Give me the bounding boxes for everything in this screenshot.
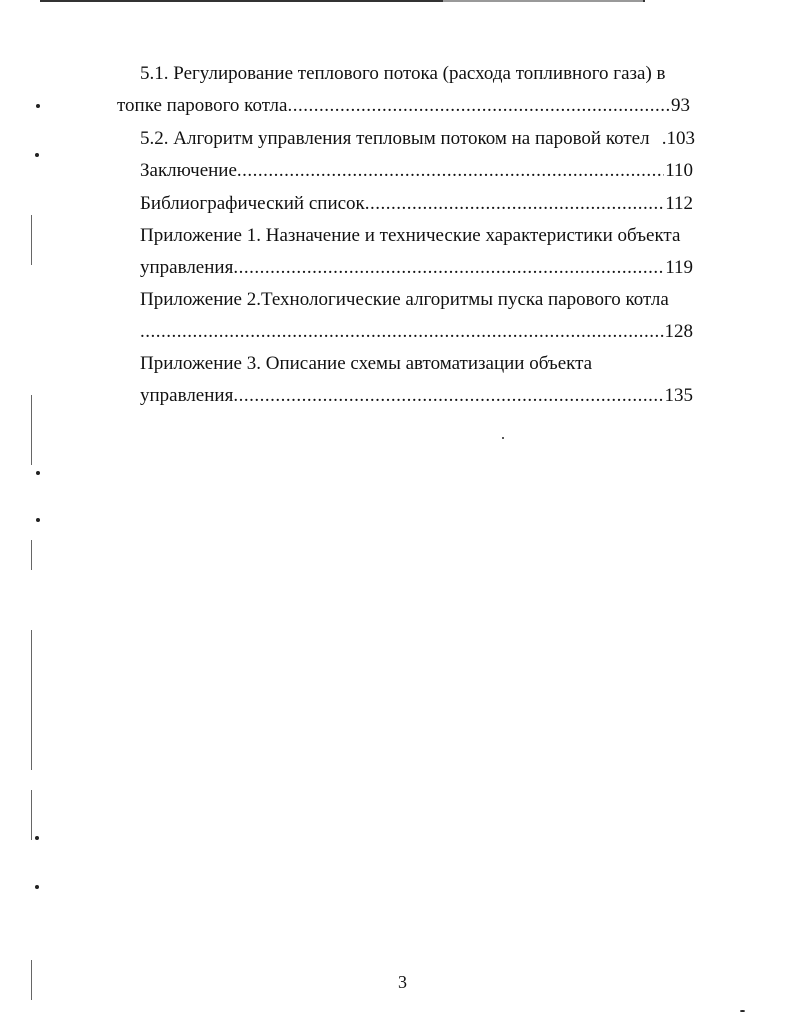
toc-entry-bibliography <box>140 192 693 216</box>
dot-leader <box>233 256 664 280</box>
toc-page-number: 93 <box>671 95 690 116</box>
toc-entry-5-1-cont <box>117 94 690 118</box>
toc-entry-text: управления <box>140 385 234 406</box>
toc-page-number: .103 <box>661 128 695 149</box>
toc-page-number: 112 <box>665 193 693 214</box>
scan-speck <box>502 437 504 439</box>
dot-leader <box>233 384 663 408</box>
scan-margin-line <box>31 395 32 465</box>
dot-leader <box>237 159 664 183</box>
scan-speck <box>35 836 39 840</box>
toc-entry-appendix-3-cont <box>140 384 693 408</box>
toc-entry-appendix-2-cont <box>140 320 693 344</box>
toc-entry-appendix-1-cont <box>140 256 693 280</box>
scan-margin-line <box>31 790 32 840</box>
dot-leader <box>365 192 664 216</box>
toc-entry-text: Заключение <box>140 160 237 181</box>
toc-entry-5-2 <box>140 127 695 151</box>
scan-margin-line <box>31 630 32 770</box>
dot-leader <box>140 320 664 344</box>
scan-margin-line <box>31 960 32 1000</box>
toc-entry-text: управления <box>140 257 234 278</box>
scan-top-rule-light <box>443 0 643 2</box>
toc-entry-text: Библиографический список <box>140 193 365 214</box>
toc-page-number: 119 <box>665 257 693 278</box>
scan-speck <box>35 885 39 889</box>
page-number: 3 <box>398 972 407 992</box>
scan-margin-line <box>31 540 32 570</box>
toc-entry-appendix-2-title: Приложение 2.Технологические алгоритмы пуска парового котла <box>140 289 669 310</box>
scan-speck <box>740 1010 745 1012</box>
toc-entry-appendix-1-title: Приложение 1. Назначение и технические характеристики объекта <box>140 225 681 246</box>
toc-entry-5-1-title: 5.1. Регулирование теплового потока (расхода топливного газа) в <box>140 63 666 84</box>
scan-margin-line <box>31 215 32 265</box>
toc-page-number: 110 <box>665 160 693 181</box>
scan-speck <box>35 153 39 157</box>
scan-speck <box>36 104 40 108</box>
toc-entry-text: топке парового котла <box>117 95 288 116</box>
scan-speck <box>36 471 40 475</box>
scan-speck <box>36 518 40 522</box>
toc-page-number: 128 <box>664 321 693 342</box>
toc-entry-text: 5.2. Алгоритм управления тепловым потоком на паровой котел <box>140 128 650 149</box>
dot-leader <box>287 94 670 118</box>
toc-entry-appendix-3-title: Приложение 3. Описание схемы автоматизации объекта <box>140 353 593 374</box>
toc-entry-conclusion <box>140 159 693 183</box>
toc-page-number: 135 <box>664 385 693 406</box>
